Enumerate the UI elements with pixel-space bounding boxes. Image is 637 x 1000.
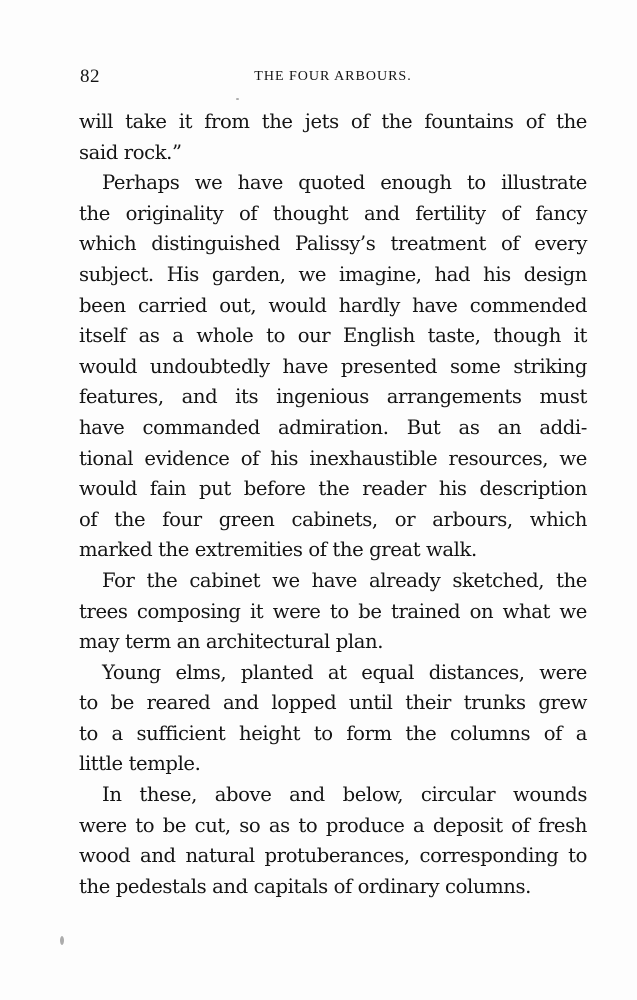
text-line: subject. His garden, we imagine, had his design xyxy=(79,262,587,286)
text-line: may term an architectural plan. xyxy=(79,630,384,654)
text-line: to be reared and lopped until their trunks grew xyxy=(79,691,587,715)
text-line: of the four green cabinets, or arbours, which xyxy=(79,507,587,531)
text-line: said rock.” xyxy=(79,140,182,164)
paragraph-first-line: In these, above and below, circular wounds xyxy=(102,783,587,807)
running-title: THE FOUR ARBOURS. xyxy=(254,69,412,84)
ink-speck xyxy=(60,936,64,945)
text-line: have commanded admiration. But as an addi- xyxy=(79,415,587,439)
text-line: wood and natural protuberances, corresponding to xyxy=(79,844,587,868)
text-line: the originality of thought and fertility of fancy xyxy=(79,201,587,225)
paragraph-first-line: Perhaps we have quoted enough to illustrate xyxy=(102,171,587,195)
text-line: itself as a whole to our English taste, though it xyxy=(79,324,587,348)
text-line: little temple. xyxy=(79,752,201,776)
text-line: to a sufficient height to form the columns of a xyxy=(79,721,587,745)
page-number: 82 xyxy=(80,66,100,87)
body-text xyxy=(79,107,587,902)
paragraph-first-line: Young elms, planted at equal distances, were xyxy=(102,660,587,684)
text-line: tional evidence of his inexhaustible resources, we xyxy=(79,446,587,470)
text-line: features, and its ingenious arrangements must xyxy=(79,385,587,409)
text-line: would fain put before the reader his description xyxy=(79,477,587,501)
text-line: will take it from the jets of the fountains of the xyxy=(79,110,587,133)
paragraph-first-line: For the cabinet we have already sketched, the xyxy=(102,568,587,592)
ink-speck xyxy=(236,98,239,100)
text-line: were to be cut, so as to produce a deposit of fresh xyxy=(79,813,587,837)
page-header xyxy=(80,66,586,88)
text-line: trees composing it were to be trained on what we xyxy=(79,599,587,623)
text-line: marked the extremities of the great walk. xyxy=(79,538,477,562)
text-line: the pedestals and capitals of ordinary columns. xyxy=(79,874,531,898)
text-line: been carried out, would hardly have commended xyxy=(79,293,587,317)
text-line: which distinguished Palissy’s treatment of every xyxy=(79,232,587,256)
text-line: would undoubtedly have presented some striking xyxy=(79,354,587,378)
